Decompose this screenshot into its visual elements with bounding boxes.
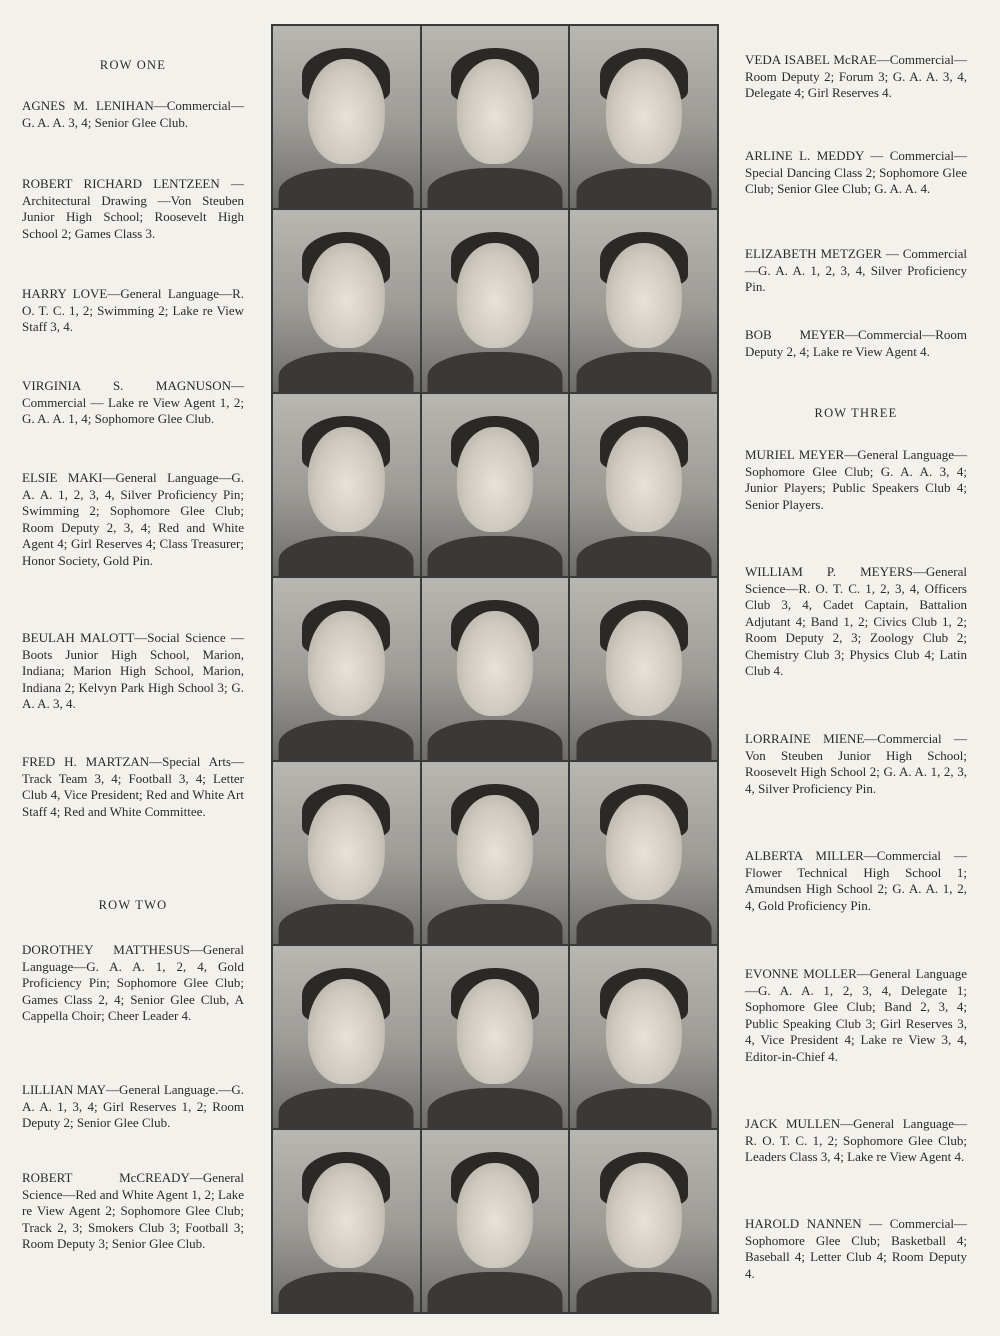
student-entry: FRED H. MARTZAN—Special Arts—Track Team 3, 4; Football 3, 4; Letter Club 4, Vice President; Red and White Art Staff 4; Red and White Committee. [22, 754, 244, 819]
student-entry: BEULAH MALOTT—Social Science — Boots Junior High School, Marion, Indiana; Marion High School, Marion, Indiana 2; Kelvyn Park High School 3; G. A. A. 3, 4. [22, 630, 244, 711]
portrait-photo [422, 762, 569, 944]
student-entry: DOROTHEY MATTHESUS—General Language—G. A. A. 1, 2, 4, Gold Proficiency Pin; Sophomore Glee Club; Games Class 2, 4; Senior Glee Club, A Cappella Choir; Cheer Leader 4. [22, 942, 244, 1023]
student-entry: VIRGINIA S. MAGNUSON—Commercial — Lake re View Agent 1, 2; G. A. A. 1, 4; Sophomore Glee Club. [22, 378, 244, 426]
student-entry: HAROLD NANNEN — Commercial—Sophomore Glee Club; Basketball 4; Baseball 4; Letter Club 4; Room Deputy 4. [745, 1216, 967, 1281]
portrait-photo [273, 578, 420, 760]
student-entry: ROBERT RICHARD LENTZEEN — Architectural Drawing —Von Steuben Junior High School; Roosevelt High School 2; Games Class 3. [22, 176, 244, 241]
row-one-heading: ROW ONE [99, 58, 167, 72]
student-entry: ELIZABETH METZGER — Commercial—G. A. A. 1, 2, 3, 4, Silver Proficiency Pin. [745, 246, 967, 294]
student-entry: LORRAINE MIENE—Commercial — Von Steuben Junior High School; Roosevelt High School 2; G. A. A. 1, 2, 3, 4, Silver Proficiency Pin. [745, 731, 967, 796]
portrait-photo [273, 1130, 420, 1312]
portrait-photo [273, 946, 420, 1128]
portrait-photo [273, 210, 420, 392]
portrait-photo [570, 1130, 717, 1312]
student-entry: MURIEL MEYER—General Language—Sophomore Glee Club; G. A. A. 3, 4; Junior Players; Public Speakers Club 4; Senior Players. [745, 447, 967, 512]
portrait-photo [570, 394, 717, 576]
student-entry: ALBERTA MILLER—Commercial — Flower Technical High School 1; Amundsen High School 2; G. A. A. 1, 2, 4, Gold Proficiency Pin. [745, 848, 967, 913]
portrait-photo [273, 762, 420, 944]
portrait-photo [422, 578, 569, 760]
portrait-photo [570, 762, 717, 944]
student-entry: ARLINE L. MEDDY — Commercial—Special Dancing Class 2; Sophomore Glee Club; Senior Glee Club; G. A. A. 4. [745, 148, 967, 196]
student-entry: AGNES M. LENIHAN—Commercial—G. A. A. 3, 4; Senior Glee Club. [22, 98, 244, 130]
portrait-photo [570, 210, 717, 392]
student-entry: JACK MULLEN—General Language—R. O. T. C. 1, 2; Sophomore Glee Club; Leaders Class 3, 4; Lake re View Agent 4. [745, 1116, 967, 1164]
student-entry: HARRY LOVE—General Language—R. O. T. C. 1, 2; Swimming 2; Lake re View Staff 3, 4. [22, 286, 244, 334]
portrait-photo [273, 394, 420, 576]
portrait-photo [422, 946, 569, 1128]
portrait-photo [422, 26, 569, 208]
student-entry: WILLIAM P. MEYERS—General Science—R. O. T. C. 1, 2, 3, 4, Officers Club 3, 4, Cadet Captain, Battalion Adjutant 4; Band 1, 2; Civics Club 1, 2; Room Deputy 2, 3; Zoology Club 2; Chemistry Club 3; Physics Club 4; Latin Club 4. [745, 564, 967, 678]
student-entry: EVONNE MOLLER—General Language—G. A. A. 1, 2, 3, 4, Delegate 1; Sophomore Glee Club; Band 2, 3, 4; Public Speaking Club 3; Girl Reserves 3, 4, Vice President 4; Lake re View 3, 4, Editor-in-Chief 4. [745, 966, 967, 1064]
portrait-photo [422, 210, 569, 392]
portrait-photo [570, 26, 717, 208]
student-entry: BOB MEYER—Commercial—Room Deputy 2, 4; Lake re View Agent 4. [745, 327, 967, 359]
portrait-photo [422, 1130, 569, 1312]
student-entry: LILLIAN MAY—General Language.—G. A. A. 1, 3, 4; Girl Reserves 1, 2; Room Deputy 2; Senior Glee Club. [22, 1082, 244, 1130]
student-entry: VEDA ISABEL McRAE—Commercial—Room Deputy 2; Forum 3; G. A. A. 3, 4, Delegate 4; Girl Reserves 4. [745, 52, 967, 100]
student-entry: ELSIE MAKI—General Language—G. A. A. 1, 2, 3, 4, Silver Proficiency Pin; Swimming 2; Sophomore Glee Club; Room Deputy 2, 3, 4; Red and White Agent 4; Girl Reserves 4; Class Treasurer; Honor Society, Gold Pin. [22, 470, 244, 568]
portrait-photo-grid [271, 24, 719, 1314]
portrait-photo [422, 394, 569, 576]
portrait-photo [570, 578, 717, 760]
row-two-heading: ROW TWO [98, 898, 168, 912]
portrait-photo [273, 26, 420, 208]
student-entry: ROBERT McCREADY—General Science—Red and White Agent 1, 2; Lake re View Agent 2; Sophomore Glee Club; Track 2, 3; Smokers Club 3; Football 3; Room Deputy 3; Senior Glee Club. [22, 1170, 244, 1251]
row-three-heading: ROW THREE [814, 406, 898, 420]
portrait-photo [570, 946, 717, 1128]
